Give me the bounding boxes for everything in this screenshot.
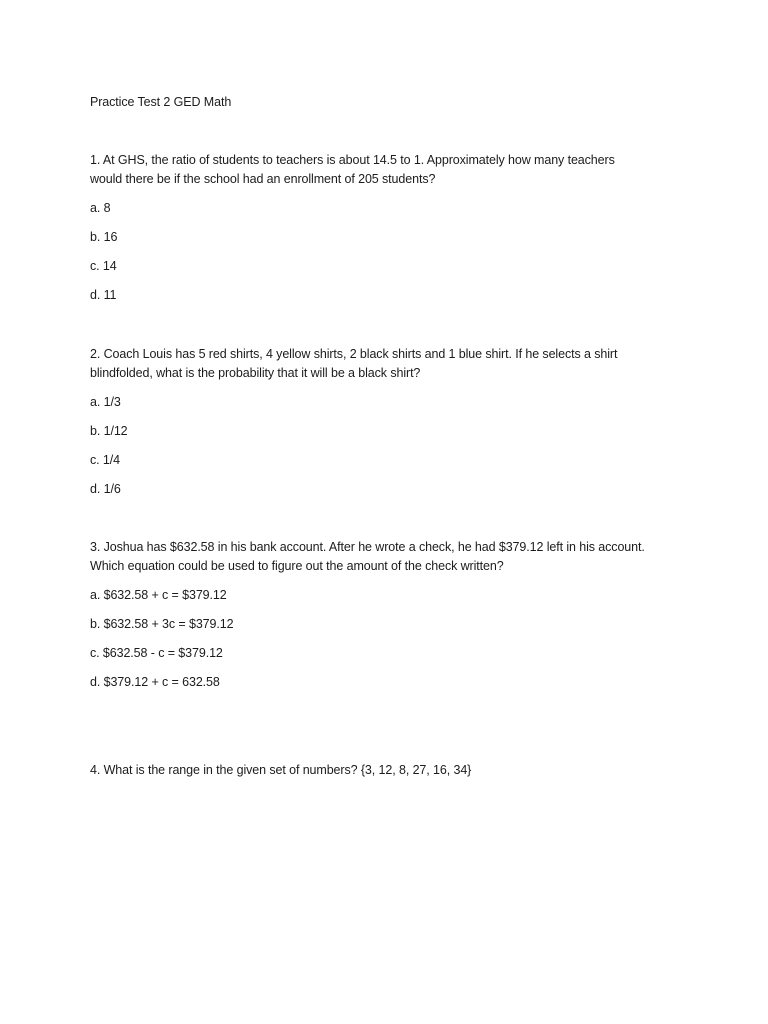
question-2-text-line-2: blindfolded, what is the probability that it will be a black shirt?	[90, 366, 421, 380]
question-1-choice-a: a. 8	[90, 201, 111, 215]
question-2-choice-a: a. 1/3	[90, 395, 121, 409]
question-2-choice-c: c. 1/4	[90, 453, 120, 467]
question-1-choice-d: d. 11	[90, 288, 117, 302]
question-3-choice-d: d. $379.12 + c = 632.58	[90, 675, 220, 689]
question-3-choice-a: a. $632.58 + c = $379.12	[90, 588, 227, 602]
question-2-choice-b: b. 1/12	[90, 424, 128, 438]
question-3-choice-c: c. $632.58 - c = $379.12	[90, 646, 223, 660]
question-4-text-line-1: 4. What is the range in the given set of numbers? {3, 12, 8, 27, 16, 34}	[90, 763, 472, 777]
question-3-text-line-1: 3. Joshua has $632.58 in his bank account. After he wrote a check, he had $379.12 left in his account.	[90, 540, 645, 554]
question-1-text-line-2: would there be if the school had an enrollment of 205 students?	[90, 172, 436, 186]
question-3-choice-b: b. $632.58 + 3c = $379.12	[90, 617, 234, 631]
question-1-choice-b: b. 16	[90, 230, 118, 244]
document-title: Practice Test 2 GED Math	[90, 95, 232, 109]
question-1-choice-c: c. 14	[90, 259, 117, 273]
question-3-text-line-2: Which equation could be used to figure out the amount of the check written?	[90, 559, 504, 573]
question-2-choice-d: d. 1/6	[90, 482, 121, 496]
question-1-text-line-1: 1. At GHS, the ratio of students to teachers is about 14.5 to 1. Approximately how many teachers	[90, 153, 615, 167]
question-2-text-line-1: 2. Coach Louis has 5 red shirts, 4 yellow shirts, 2 black shirts and 1 blue shirt. If he selects a shirt	[90, 347, 618, 361]
